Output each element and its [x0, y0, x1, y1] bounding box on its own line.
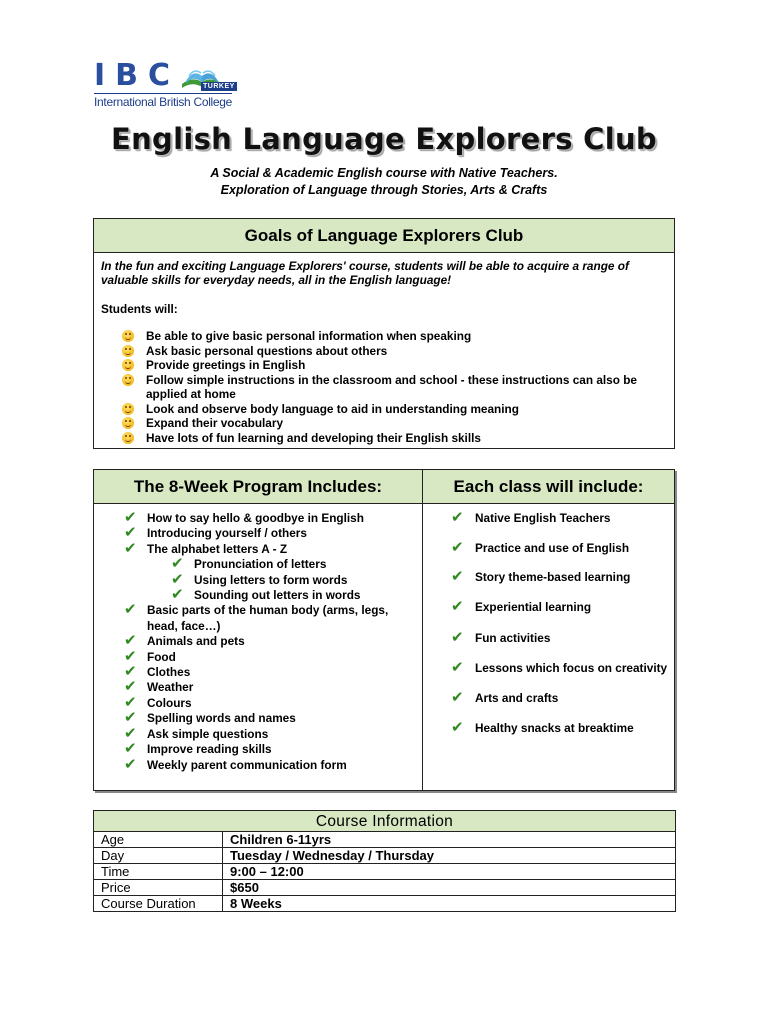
- course-row: [94, 848, 676, 864]
- column-divider: [422, 470, 423, 790]
- program-text: Animals and pets: [147, 634, 245, 649]
- students-will-label: Students will:: [101, 302, 178, 316]
- goals-heading: Goals of Language Explorers Club: [94, 219, 674, 253]
- check-icon: ✔: [171, 585, 184, 604]
- check-icon: ✔: [124, 662, 137, 681]
- check-icon: ✔: [124, 754, 137, 773]
- goals-list: [122, 329, 670, 445]
- program-text: Basic parts of the human body (arms, legs, head, face…): [147, 603, 389, 633]
- class-text: Practice and use of English: [475, 541, 630, 555]
- check-icon: ✔: [171, 569, 184, 588]
- class-item: [451, 508, 671, 526]
- program-text: Colours: [147, 695, 192, 710]
- course-label: Time: [94, 864, 223, 880]
- check-icon: ✔: [451, 597, 464, 615]
- program-subitem: [171, 569, 419, 588]
- program-text: Food: [147, 649, 176, 664]
- class-heading: Each class will include:: [453, 477, 644, 496]
- course-label: Day: [94, 848, 223, 864]
- program-text: Using letters to form words: [194, 572, 348, 587]
- check-icon: ✔: [451, 538, 464, 556]
- check-icon: ✔: [124, 739, 137, 758]
- program-item: [124, 523, 419, 542]
- program-item: [124, 754, 419, 773]
- goals-section: [93, 218, 675, 449]
- class-list: [451, 508, 671, 736]
- goal-item: [122, 344, 670, 359]
- program-subitem: [171, 554, 419, 573]
- course-heading: Course Information: [94, 811, 676, 832]
- program-text: Sounding out letters in words: [194, 588, 361, 603]
- smiley-icon: [122, 374, 134, 386]
- check-icon: ✔: [171, 554, 184, 573]
- class-item: [451, 688, 671, 706]
- logo-college-name: International British College: [94, 95, 233, 109]
- goal-item: [122, 416, 670, 431]
- program-item: [124, 692, 419, 711]
- goal-text: Ask basic personal questions about others: [146, 343, 388, 358]
- program-text: Introducing yourself / others: [147, 526, 307, 541]
- class-item: [451, 658, 671, 676]
- program-item: [124, 508, 419, 526]
- smiley-icon: [122, 330, 134, 342]
- class-item: [451, 567, 671, 585]
- check-icon: ✔: [451, 628, 464, 646]
- program-list: [124, 508, 419, 773]
- check-icon: ✔: [451, 688, 464, 706]
- check-icon: ✔: [451, 567, 464, 585]
- program-text: Improve reading skills: [147, 742, 272, 757]
- program-text: Spelling words and names: [147, 711, 296, 726]
- logo-badge: TURKEY: [203, 83, 235, 90]
- course-value: 8 Weeks: [223, 896, 676, 912]
- program-item: [124, 662, 419, 681]
- goal-text: Look and observe body language to aid in understanding meaning: [146, 401, 519, 416]
- check-icon: ✔: [124, 723, 137, 742]
- program-text: Ask simple questions: [147, 726, 269, 741]
- check-icon: ✔: [124, 677, 137, 696]
- program-item: [124, 538, 419, 557]
- class-text: Healthy snacks at breaktime: [475, 721, 634, 735]
- program-text: The alphabet letters A - Z: [147, 541, 288, 556]
- smiley-icon: [122, 359, 134, 371]
- class-text: Story theme-based learning: [475, 570, 631, 584]
- smiley-icon: [122, 403, 134, 415]
- smiley-icon: [122, 432, 134, 444]
- course-value: Tuesday / Wednesday / Thursday: [223, 848, 676, 864]
- program-item: [124, 739, 419, 758]
- smiley-icon: [122, 417, 134, 429]
- program-item: [124, 600, 419, 634]
- check-icon: ✔: [124, 600, 137, 619]
- goal-text: Expand their vocabulary: [146, 416, 284, 430]
- subtitle-line-1: A Social & Academic English course with Native Teachers.: [210, 166, 558, 180]
- program-item: [124, 723, 419, 742]
- check-icon: ✔: [124, 692, 137, 711]
- program-subitem: [171, 585, 419, 604]
- goal-item: [122, 329, 670, 344]
- program-section: [93, 469, 675, 791]
- program-text: Pronunciation of letters: [194, 557, 327, 572]
- course-row: [94, 832, 676, 848]
- check-icon: ✔: [451, 508, 464, 526]
- class-text: Arts and crafts: [475, 691, 559, 705]
- check-icon: ✔: [124, 508, 137, 526]
- goal-item: [122, 402, 670, 417]
- course-row: [94, 896, 676, 912]
- program-text: Clothes: [147, 665, 191, 680]
- course-row: [94, 864, 676, 880]
- program-heading: The 8-Week Program Includes:: [133, 477, 383, 496]
- class-item: [451, 628, 671, 646]
- check-icon: ✔: [124, 646, 137, 665]
- program-header-row: [94, 470, 674, 504]
- program-item: [124, 708, 419, 727]
- program-item: [124, 677, 419, 696]
- program-text: How to say hello & goodbye in English: [147, 511, 364, 525]
- course-label: Price: [94, 880, 223, 896]
- program-item: [124, 631, 419, 650]
- class-item: [451, 597, 671, 615]
- class-text: Native English Teachers: [475, 511, 611, 525]
- course-label: Age: [94, 832, 223, 848]
- class-item: [451, 538, 671, 556]
- class-text: Lessons which focus on creativity: [475, 661, 668, 675]
- subtitle-line-2: Exploration of Language through Stories, Arts & Crafts: [220, 183, 548, 197]
- smiley-icon: [122, 345, 134, 357]
- check-icon: ✔: [124, 538, 137, 557]
- goal-text: Be able to give basic personal information when speaking: [146, 329, 472, 343]
- course-info-table: [93, 810, 676, 912]
- program-text: Weekly parent communication form: [147, 757, 347, 772]
- check-icon: ✔: [451, 658, 464, 676]
- check-icon: ✔: [124, 523, 137, 542]
- course-label: Course Duration: [94, 896, 223, 912]
- check-icon: ✔: [451, 718, 464, 736]
- course-row: [94, 880, 676, 896]
- course-header-row: [94, 811, 676, 832]
- program-text: Weather: [147, 680, 194, 695]
- goal-text: Follow simple instructions in the classroom and school - these instructions can also be applied at home: [146, 372, 637, 401]
- college-logo: [94, 60, 234, 110]
- check-icon: ✔: [124, 708, 137, 727]
- goals-intro: In the fun and exciting Language Explorers' course, students will be able to acquire a range of valuable skills for everyday needs, all in the English language!: [101, 259, 629, 287]
- goal-item: [122, 358, 670, 373]
- logo-letters: IBC: [94, 58, 181, 93]
- course-value: $650: [223, 880, 676, 896]
- goal-text: Provide greetings in English: [146, 358, 306, 372]
- course-value: Children 6-11yrs: [223, 832, 676, 848]
- goal-item: [122, 431, 670, 446]
- program-item: [124, 646, 419, 665]
- goal-item: [122, 373, 670, 402]
- course-value: 9:00 – 12:00: [223, 864, 676, 880]
- class-text: Fun activities: [475, 631, 551, 645]
- page-title: English Language Explorers Club: [111, 122, 657, 156]
- class-item: [451, 718, 671, 736]
- check-icon: ✔: [124, 631, 137, 650]
- goal-text: Have lots of fun learning and developing their English skills: [146, 430, 481, 445]
- class-text: Experiential learning: [475, 600, 592, 614]
